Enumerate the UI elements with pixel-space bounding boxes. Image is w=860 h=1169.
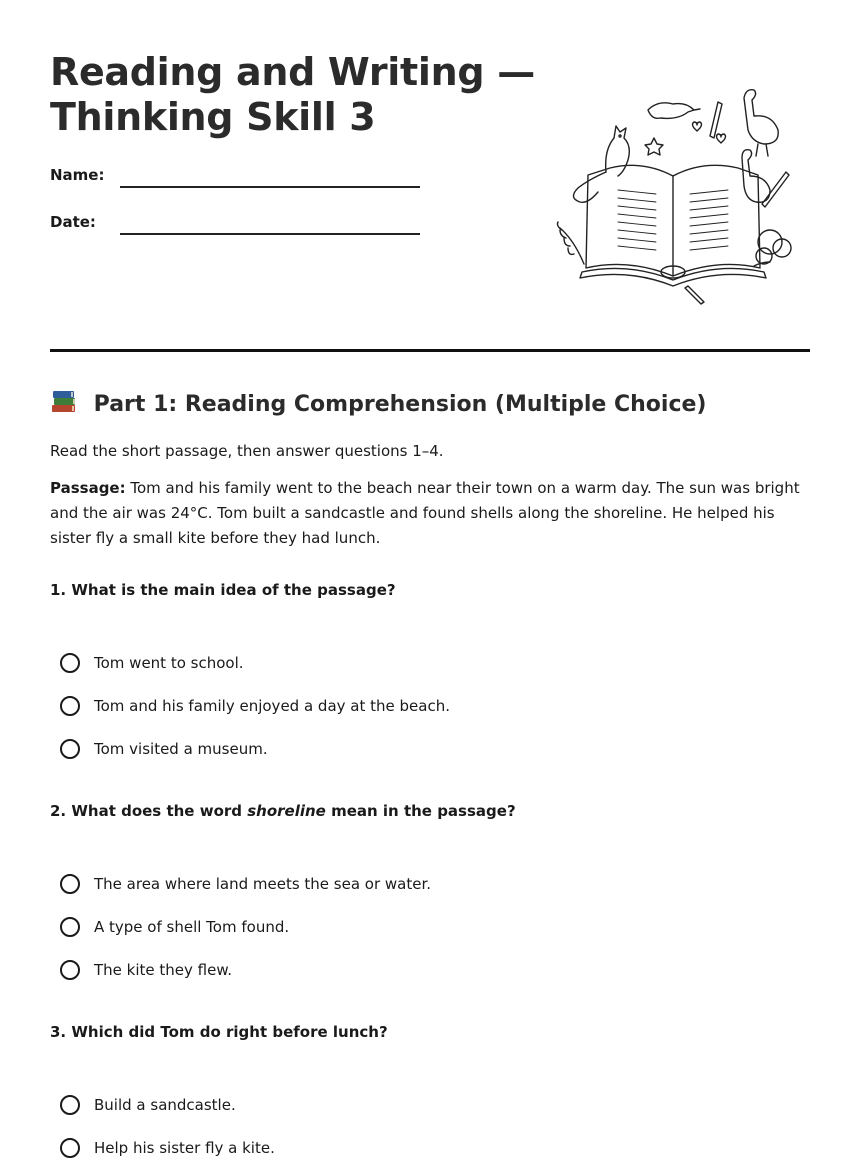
question-2-options (50, 862, 810, 991)
option-label: Build a sandcastle. (94, 1095, 236, 1114)
option-label: The area where land meets the sea or water. (94, 874, 432, 893)
answer-option[interactable] (50, 862, 810, 905)
question-3 (50, 1021, 810, 1169)
answer-option[interactable] (50, 948, 810, 991)
answer-option[interactable] (50, 727, 810, 770)
name-label: Name: (50, 166, 105, 184)
radio-button[interactable] (60, 653, 80, 673)
question-3-label: 3. Which did Tom do right before lunch? (50, 1023, 388, 1041)
part1-content (50, 440, 810, 1169)
question-2-term: shoreline (247, 802, 326, 820)
question-1 (50, 579, 810, 770)
header-divider (50, 349, 810, 352)
answer-option[interactable] (50, 1083, 810, 1126)
worksheet-title (50, 50, 535, 140)
question-1-text (50, 579, 810, 601)
instructions-text: Read the short passage, then answer questions 1–4. (50, 442, 444, 460)
part1-heading (50, 388, 706, 421)
radio-button[interactable] (60, 1138, 80, 1158)
radio-button[interactable] (60, 1095, 80, 1115)
question-2 (50, 800, 810, 991)
question-2-text (50, 800, 810, 822)
answer-option[interactable] (50, 684, 810, 727)
worksheet-header (0, 0, 860, 352)
question-2-prefix: 2. What does the word (50, 802, 248, 820)
option-label: Help his sister fly a kite. (94, 1138, 275, 1157)
radio-button[interactable] (60, 874, 80, 894)
open-book-illustration-icon (548, 80, 798, 310)
passage-label: Passage: (50, 479, 126, 497)
books-icon (50, 388, 78, 416)
option-label: Tom visited a museum. (94, 739, 268, 758)
name-line[interactable] (120, 186, 420, 188)
passage-text: Tom and his family went to the beach near their town on a warm day. The sun was bright and the air was 24°C. Tom built a sandcastle and found shells along the shoreline. He helped his sister fly a small kite before they had lunch. (50, 479, 800, 547)
answer-option[interactable] (50, 905, 810, 948)
title-line-2: Thinking Skill 3 (50, 95, 376, 139)
question-3-text (50, 1021, 810, 1043)
date-label: Date: (50, 213, 96, 231)
option-label: A type of shell Tom found. (94, 917, 290, 936)
question-2-suffix: mean in the passage? (325, 802, 516, 820)
radio-button[interactable] (60, 917, 80, 937)
option-label: Tom and his family enjoyed a day at the beach. (94, 696, 450, 715)
radio-button[interactable] (60, 696, 80, 716)
question-3-options (50, 1083, 810, 1169)
passage (50, 476, 810, 551)
question-1-options (50, 641, 810, 770)
question-1-label: 1. What is the main idea of the passage? (50, 581, 396, 599)
part1-title: Part 1: Reading Comprehension (Multiple Choice) (93, 392, 707, 417)
answer-option[interactable] (50, 641, 810, 684)
date-line[interactable] (120, 233, 420, 235)
answer-option[interactable] (50, 1126, 810, 1169)
radio-button[interactable] (60, 739, 80, 759)
option-label: The kite they flew. (94, 960, 232, 979)
radio-button[interactable] (60, 960, 80, 980)
title-line-1: Reading and Writing — (50, 50, 535, 94)
option-label: Tom went to school. (94, 653, 244, 672)
